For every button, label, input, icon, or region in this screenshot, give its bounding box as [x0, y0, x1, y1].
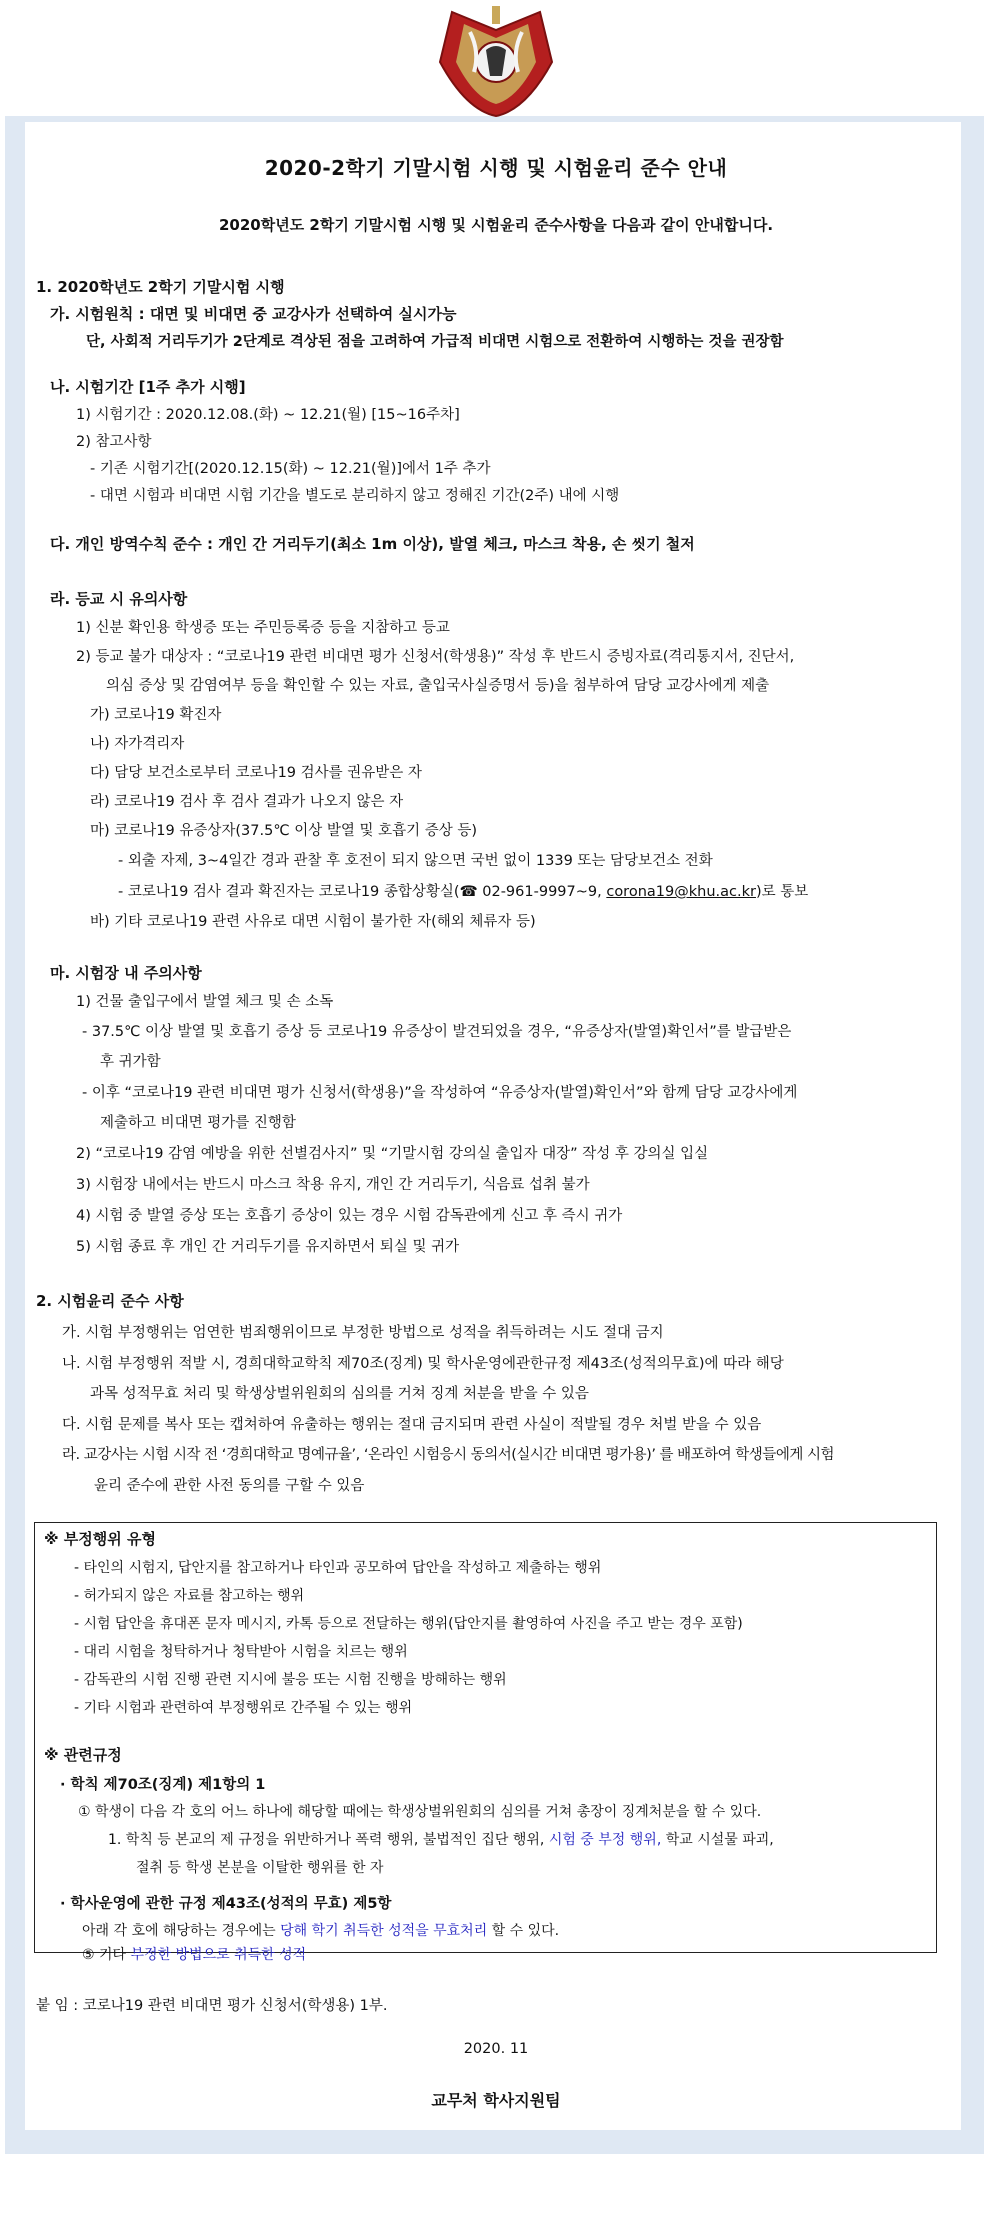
attendance-contact-text: - 코로나19 검사 결과 확진자는 코로나19 종합상황실(☎ 02-961-9997~9,: [118, 884, 602, 900]
school-rule-text: 1. 학칙 등 본교의 제 규정을 위반하거나 폭력 행위, 불법적인 집단 행위,: [108, 1832, 545, 1848]
attendance-line: 1) 신분 확인용 학생증 또는 주민등록증 등을 지참하고 등교: [76, 620, 450, 636]
attendance-line: 의심 증상 및 감염여부 등을 확인할 수 있는 자료, 출입국사실증명서 등)을 첨부하여 담당 교강사에게 제출: [106, 678, 770, 694]
exam-room-line: 2) “코로나19 감염 예방을 위한 선별검사지” 및 “기말시험 강의실 출입자 대장” 작성 후 강의실 입실: [76, 1146, 709, 1162]
school-rule-line: ① 학생이 다음 각 호의 어느 하나에 해당할 때에는 학생상벌위원회의 심의를 거쳐 총장이 징계처분을 할 수 있다.: [78, 1804, 762, 1820]
attendance-line: 라) 코로나19 검사 후 검사 결과가 나오지 않은 자: [90, 794, 404, 810]
notice-title: 2020-2학기 기말시험 시행 및 시험윤리 준수 안내: [264, 156, 728, 180]
attendance-line: 마) 코로나19 유증상자(37.5℃ 이상 발열 및 호흡기 증상 등): [90, 823, 477, 839]
exam-period-line: - 대면 시험과 비대면 시험 기간을 별도로 분리하지 않고 정해진 기간(2주) 내에 시행: [90, 488, 620, 504]
school-rule-text: 학교 시설물 파괴,: [665, 1832, 774, 1848]
attendance-line: - 외출 자제, 3~4일간 경과 관찰 후 호전이 되지 않으면 국번 없이 1339 또는 담당보건소 전화: [118, 853, 713, 869]
sender-department: 교무처 학사지원팀: [431, 2091, 561, 2110]
misconduct-item: - 기타 시험과 관련하여 부정행위로 간주될 수 있는 행위: [74, 1700, 413, 1716]
exam-room-line: 후 귀가함: [100, 1054, 161, 1070]
exam-principle-heading: 가. 시험원칙 : 대면 및 비대면 중 교강사가 선택하여 실시가능: [50, 305, 457, 323]
misconduct-types-heading: ※ 부정행위 유형: [44, 1530, 156, 1548]
attendance-notes-heading: 라. 등교 시 유의사항: [50, 590, 188, 608]
grade-rule-heading: · 학사운영에 관한 규정 제43조(성적의 무효) 제5항: [60, 1896, 392, 1912]
misconduct-item: - 시험 답안을 휴대폰 문자 메시지, 카톡 등으로 전달하는 행위(답안지를 촬영하여 사진을 주고 받는 경우 포함): [74, 1616, 743, 1632]
exam-room-heading: 마. 시험장 내 주의사항: [50, 964, 202, 982]
ethics-line: 라. 교강사는 시험 시작 전 ‘경희대학교 명예규율’, ‘온라인 시험응시 동의서(실시간 비대면 평가용)’ 를 배포하여 학생들에게 시험: [62, 1447, 834, 1463]
school-rule-highlight: 시험 중 부정 행위,: [548, 1832, 662, 1848]
ethics-line: 나. 시험 부정행위 적발 시, 경희대학교학칙 제70조(징계) 및 학사운영에관한규정 제43조(성적의무효)에 따라 해당: [62, 1356, 784, 1372]
grade-rule-text: 아래 각 호에 해당하는 경우에는: [82, 1923, 276, 1939]
attendance-line: 바) 기타 코로나19 관련 사유로 대면 시험이 불가한 자(해외 체류자 등): [90, 914, 536, 930]
grade-rule-text: 할 수 있다.: [491, 1923, 560, 1939]
related-rules-heading: ※ 관련규정: [44, 1746, 122, 1764]
attachment-note: 붙 임 : 코로나19 관련 비대면 평가 신청서(학생용) 1부.: [36, 1998, 388, 2014]
exam-room-line: 3) 시험장 내에서는 반드시 마스크 착용 유지, 개인 간 거리두기, 식음료 섭취 불가: [76, 1177, 590, 1193]
notice-date: 2020. 11: [463, 2041, 529, 2057]
grade-rule-line: [82, 1920, 559, 1940]
section1-heading: 1. 2020학년도 2학기 기말시험 시행: [36, 278, 285, 296]
exam-room-line: 5) 시험 종료 후 개인 간 거리두기를 유지하면서 퇴실 및 귀가: [76, 1239, 460, 1255]
attendance-line: 2) 등교 불가 대상자 : “코로나19 관련 비대면 평가 신청서(학생용)” 작성 후 반드시 증빙자료(격리통지서, 진단서,: [76, 649, 795, 665]
grade-rule-highlight: 당해 학기 취득한 성적을 무효처리: [280, 1923, 488, 1939]
section2-heading: 2. 시험윤리 준수 사항: [36, 1292, 184, 1310]
exam-room-line: - 이후 “코로나19 관련 비대면 평가 신청서(학생용)”을 작성하여 “유증상자(발열)확인서”와 함께 담당 교강사에게: [82, 1085, 798, 1101]
exam-room-line: 제출하고 비대면 평가를 진행함: [100, 1115, 296, 1131]
exam-period-line: 1) 시험기간 : 2020.12.08.(화) ~ 12.21(월) [15~16주차]: [76, 407, 460, 423]
notice-intro: 2020학년도 2학기 기말시험 시행 및 시험윤리 준수사항을 다음과 같이 안내합니다.: [218, 216, 774, 234]
misconduct-item: - 타인의 시험지, 답안지를 참고하거나 타인과 공모하여 답안을 작성하고 제출하는 행위: [74, 1560, 602, 1576]
exam-principle-note: 단, 사회적 거리두기가 2단계로 격상된 점을 고려하여 가급적 비대면 시험으로 전환하여 시행하는 것을 권장함: [86, 334, 784, 350]
school-rule-line: [108, 1829, 774, 1849]
exam-room-line: 4) 시험 중 발열 증상 또는 호흡기 증상이 있는 경우 시험 감독관에게 신고 후 즉시 귀가: [76, 1208, 623, 1224]
university-emblem-icon: [430, 2, 562, 120]
grade-rule-highlight: 부정한 방법으로 취득한 성적: [130, 1947, 307, 1963]
exam-room-line: 1) 건물 출입구에서 발열 체크 및 손 소독: [76, 994, 334, 1010]
attendance-line: 다) 담당 보건소로부터 코로나19 검사를 권유받은 자: [90, 765, 422, 781]
misconduct-item: - 대리 시험을 청탁하거나 청탁받아 시험을 치르는 행위: [74, 1644, 408, 1660]
ethics-line: 다. 시험 문제를 복사 또는 캡쳐하여 유출하는 행위는 절대 금지되며 관련 사실이 적발될 경우 처벌 받을 수 있음: [62, 1417, 762, 1433]
grade-rule-text: ⑤ 기타: [82, 1947, 127, 1963]
quarantine-rules-heading: 다. 개인 방역수칙 준수 : 개인 간 거리두기(최소 1m 이상), 발열 체크, 마스크 착용, 손 씻기 철저: [50, 535, 695, 553]
attendance-contact-tail: )로 통보: [755, 884, 809, 900]
ethics-line: 윤리 준수에 관한 사전 동의를 구할 수 있음: [94, 1478, 365, 1494]
exam-room-line: - 37.5℃ 이상 발열 및 호흡기 증상 등 코로나19 유증상이 발견되었을 경우, “유증상자(발열)확인서”를 발급받은: [82, 1024, 792, 1040]
attendance-line: [118, 880, 808, 901]
misconduct-item: - 감독관의 시험 진행 관련 지시에 불응 또는 시험 진행을 방해하는 행위: [74, 1672, 507, 1688]
misconduct-item: - 허가되지 않은 자료를 참고하는 행위: [74, 1588, 305, 1604]
corona-email-link[interactable]: corona19@khu.ac.kr: [606, 884, 756, 900]
exam-period-line: 2) 참고사항: [76, 434, 152, 450]
ethics-line: 과목 성적무효 처리 및 학생상벌위원회의 심의를 거쳐 징계 처분을 받을 수 있음: [90, 1386, 589, 1402]
attendance-line: 나) 자가격리자: [90, 736, 185, 752]
exam-period-heading: 나. 시험기간 [1주 추가 시행]: [50, 378, 246, 396]
school-rule-heading: · 학칙 제70조(징계) 제1항의 1: [60, 1777, 266, 1793]
attendance-line: 가) 코로나19 확진자: [90, 707, 222, 723]
school-rule-line: 절취 등 학생 본분을 이탈한 행위를 한 자: [136, 1860, 384, 1876]
grade-rule-line: [82, 1944, 306, 1964]
exam-period-line: - 기존 시험기간[(2020.12.15(화) ~ 12.21(월)]에서 1주 추가: [90, 461, 491, 477]
ethics-line: 가. 시험 부정행위는 엄연한 범죄행위이므로 부정한 방법으로 성적을 취득하려는 시도 절대 금지: [62, 1325, 664, 1341]
